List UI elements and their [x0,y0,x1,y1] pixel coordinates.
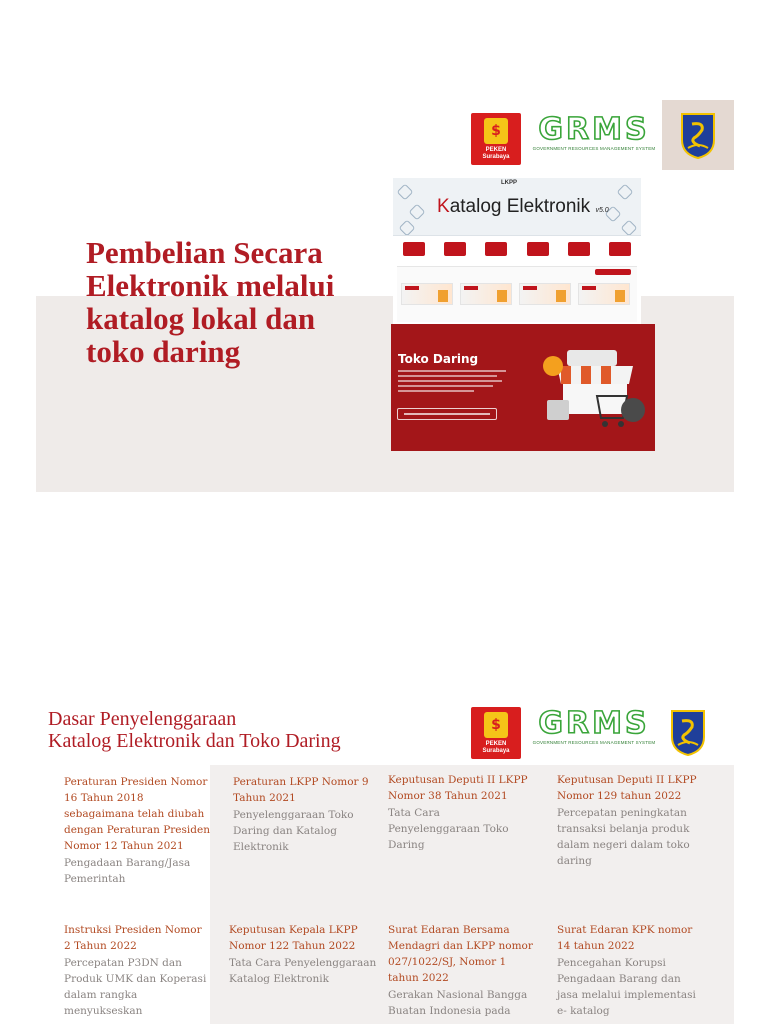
katalog-menu-icons [393,240,641,258]
regulation-item: Keputusan Deputi II LKPP Nomor 129 tahun 2022 Percepatan peningkatan transaksi belanja produk dalam negeri dalam toko daring [557,774,697,867]
peken-logo-label-2: PEKEN Surabaya [482,741,510,754]
toko-daring-banner [391,324,655,451]
katalog-elektronik-title: Katalog Elektronik v5.0 [437,196,609,217]
regulation-item: Surat Edaran Bersama Mendagri dan LKPP nomor 027/1022/SJ, Nomor 1 tahun 2022 Gerakan Nasional Bangga Buatan Indonesia pada [388,924,533,1017]
grms-logo-subtitle: GOVERNMENT RESOURCES MANAGEMENT SYSTEM [532,146,656,151]
regulation-item: Peraturan LKPP Nomor 9 Tahun 2021 Penyelenggaraan Toko Daring dan Katalog Elektronik [233,776,369,853]
toko-daring-title: Toko Daring [398,352,479,366]
hero-title: Pembelian Secara Elektronik melalui katalog lokal dan toko daring [86,235,335,369]
peken-surabaya-logo-2 [471,707,521,759]
regulation-item: Surat Edaran KPK nomor 14 tahun 2022 Pencegahan Korupsi Pengadaan Barang dan jasa melalui implementasi e- katalog [557,924,696,1017]
grms-logo-2 [532,708,656,745]
dasar-title: Dasar Penyelenggaraan Katalog Elektronik dan Toko Daring [48,708,341,752]
toko-daring-description [398,370,506,395]
surabaya-emblem-icon-2 [668,707,708,757]
lkpp-brand: LKPP [501,180,518,186]
emblem-box [662,100,734,170]
shopping-bag-icon: $ [484,712,508,738]
katalog-banner [393,178,641,236]
surabaya-emblem-icon [678,110,718,160]
shopping-cart-icon [537,344,647,438]
toko-daring-button [397,408,497,420]
peken-logo-label: PEKEN Surabaya [482,147,510,160]
shopping-bag-icon: $ [484,118,508,144]
grms-logo-word-2: GRMS [538,706,650,741]
grms-logo [532,114,656,151]
katalog-elektronik-screenshot [393,178,641,324]
grms-logo-word: GRMS [538,112,650,147]
regulation-item: Keputusan Kepala LKPP Nomor 122 Tahun 2022 Tata Cara Penyelenggaraan Katalog Elektronik [229,924,377,985]
regulation-item: Keputusan Deputi II LKPP Nomor 38 Tahun 2021 Tata Cara Penyelenggaraan Toko Daring [388,774,528,851]
regulation-item: Peraturan Presiden Nomor 16 Tahun 2018 sebagaimana telah diubah dengan Peraturan Presiden Nomor 12 Tahun 2021 Pengadaan Barang/Jasa Pemerintah [64,776,210,885]
regulation-item: Instruksi Presiden Nomor 2 Tahun 2022 Percepatan P3DN dan Produk UMK dan Koperasi dalam rangka menyukseskan [64,924,207,1017]
peken-surabaya-logo [471,113,521,165]
katalog-announcement-panel [397,266,637,322]
grms-logo-subtitle-2: GOVERNMENT RESOURCES MANAGEMENT SYSTEM [532,740,656,745]
